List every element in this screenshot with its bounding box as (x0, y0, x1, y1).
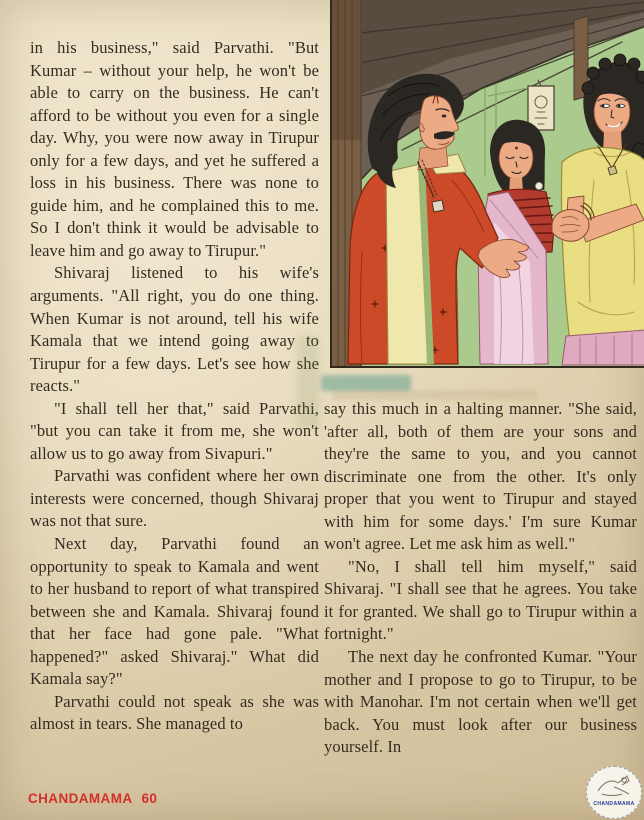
story-paragraph: say this much in a halting manner. "She said, 'after all, both of them are your sons and they're the same to you, and you cannot discriminate one from the other. It's only proper that you went to Tirupur and stayed with him for some days.' I'm sure Kumar won't agree. Let me ask him as well." (324, 399, 637, 554)
left-text-column (30, 37, 319, 736)
watermark-stamp (586, 766, 642, 819)
story-paragraph: Shivaraj listened to his wife's arguments. "All right, you do one thing. When Kumar is not around, tell his wife Kamala that we intend going away to Tirupur for a few days. Let's see how she reacts." (30, 263, 319, 396)
page-footer (28, 791, 157, 806)
story-paragraph: Parvathi could not speak as she was almost in tears. She managed to (30, 691, 319, 734)
story-paragraph: Parvathi was confident where her own interests were concerned, though Shivaraj was not that sure. (30, 466, 319, 531)
illustration-art (332, 0, 644, 366)
magazine-name: CHANDAMAMA (28, 791, 133, 806)
wall-picture (528, 80, 554, 130)
right-text-column (324, 398, 637, 759)
story-illustration (330, 0, 644, 368)
story-paragraph: Next day, Parvathi found an opportunity to speak to Kamala and went to her husband to report of what transpired between she and Kamala. Shivaraj found that her face had gone pale. "What happened?" asked Shivaraj." What did Kamala say?" (30, 534, 319, 689)
story-paragraph: "No, I shall tell him myself," said Shivaraj. "I shall see that he agrees. You take it for granted. We shall go to Tirupur within a fortnight." (324, 556, 637, 644)
story-paragraph: in his business," said Parvathi. "But Kumar – without your help, he won't be able to carry on the business. He can't afford to be without you even for a single day. Why, you were now away in Tirupur only for a few days, and yet he suffered a loss in his business. There was none to guide him, and he complained this to me. So I don't think it would be advisable to leave him and go away to Tirupur." (30, 38, 319, 260)
showthrough-smudge (321, 375, 411, 391)
watermark-label: CHANDAMAMA (593, 801, 635, 807)
page-number: 60 (141, 791, 158, 806)
story-paragraph: The next day he confronted Kumar. "Your mother and I propose to go to Tirupur, to be with Manohar. I'm not certain when we'll get back. You must look after our business yourself. In (324, 647, 637, 757)
story-paragraph: "I shall tell her that," said Parvathi, "but you can take it from me, she won't allow us to go away from Sivapuri." (30, 398, 319, 463)
stamp-doodle-icon (594, 771, 634, 797)
